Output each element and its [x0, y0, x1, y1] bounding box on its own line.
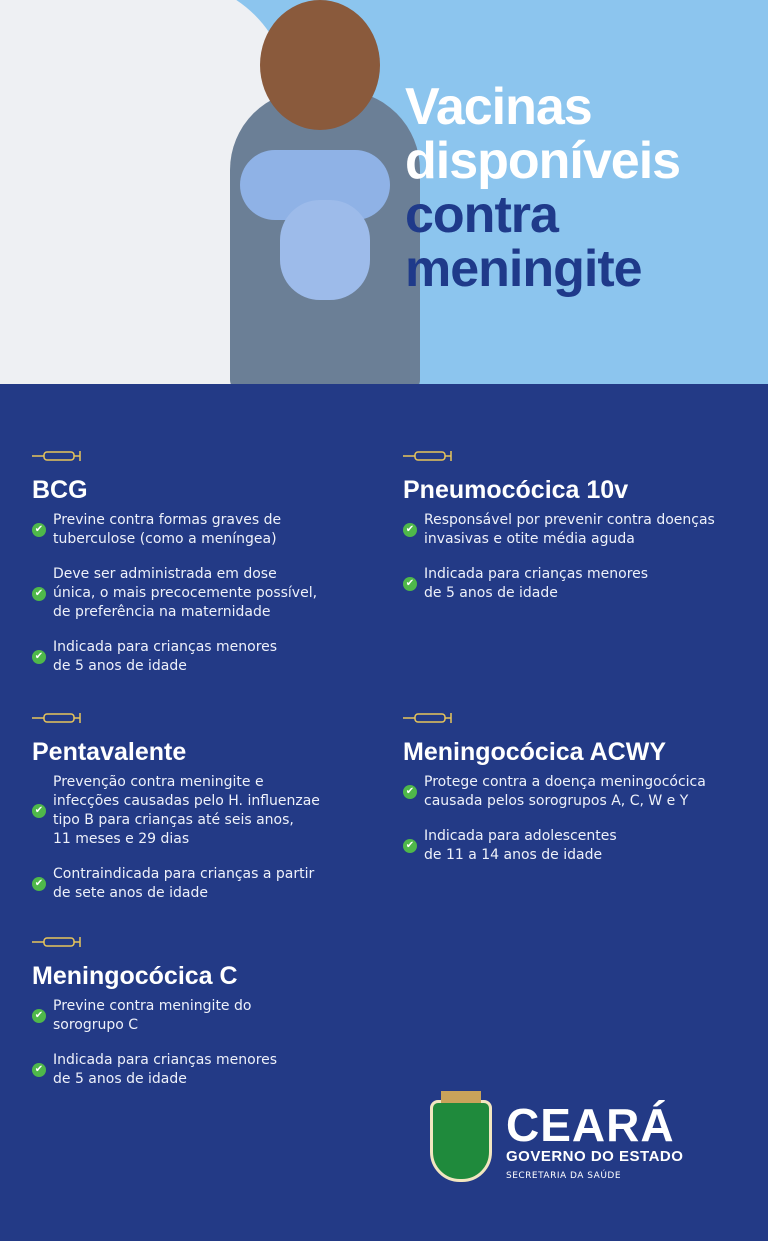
- check-icon: ✔: [32, 877, 46, 891]
- item-text: Indicada para crianças menores de 5 anos de idade: [53, 639, 278, 674]
- page-title: [405, 80, 680, 296]
- item-text: Responsável por prevenir contra doenças invasivas e otite média aguda: [424, 512, 715, 547]
- title-line: Vacinas: [405, 78, 592, 136]
- item-text: Contraindicada para crianças a partir de sete anos de idade: [53, 866, 315, 901]
- check-icon: ✔: [403, 839, 417, 853]
- item-text: Indicada para crianças menores de 5 anos de idade: [53, 1052, 278, 1087]
- list-item: [32, 1051, 277, 1089]
- vaccine-name: Pneumocócica 10v: [403, 476, 629, 504]
- vaccine-section: [32, 450, 317, 692]
- item-text: Previne contra meningite do sorogrupo C: [53, 998, 252, 1033]
- title-line: disponíveis: [405, 132, 681, 190]
- vaccine-name: Meningocócica C: [32, 962, 238, 990]
- child-head: [260, 0, 380, 130]
- syringe-icon: [32, 712, 84, 724]
- logo-sub: GOVERNO DO ESTADO: [506, 1147, 684, 1165]
- check-icon: ✔: [403, 523, 417, 537]
- list-item: [403, 511, 715, 549]
- syringe-icon: [403, 712, 455, 724]
- ceara-logo: [430, 1100, 683, 1182]
- list-item: [403, 827, 706, 865]
- vaccine-section: [32, 712, 320, 919]
- vaccine-name: Meningocócica ACWY: [403, 738, 666, 766]
- item-text: Deve ser administrada em dose única, o mais precocemente possível, de preferência na maternidade: [53, 566, 318, 620]
- syringe-icon: [403, 450, 455, 462]
- list-item: [32, 865, 320, 903]
- list-item: [32, 511, 317, 549]
- item-text: Prevenção contra meningite e infecções causadas pelo H. influenzae tipo B para crianças até seis anos, 11 meses e 29 dias: [53, 774, 320, 847]
- check-icon: ✔: [32, 650, 46, 664]
- list-item: [32, 638, 317, 676]
- check-icon: ✔: [32, 804, 46, 818]
- vaccine-section: [403, 450, 715, 619]
- check-icon: ✔: [32, 587, 46, 601]
- item-text: Indicada para adolescentes de 11 a 14 anos de idade: [424, 828, 617, 863]
- glove: [280, 200, 370, 300]
- logo-name: CEARÁ: [506, 1098, 675, 1151]
- list-item: [32, 997, 277, 1035]
- list-item: [403, 565, 715, 603]
- check-icon: ✔: [32, 1063, 46, 1077]
- list-item: [403, 773, 706, 811]
- title-line: meningite: [405, 240, 642, 298]
- check-icon: ✔: [403, 577, 417, 591]
- vaccine-name: Pentavalente: [32, 738, 187, 766]
- check-icon: ✔: [403, 785, 417, 799]
- item-text: Protege contra a doença meningocócica causada pelos sorogrupos A, C, W e Y: [424, 774, 706, 809]
- check-icon: ✔: [32, 523, 46, 537]
- check-icon: ✔: [32, 1009, 46, 1023]
- hero-photo: [0, 0, 768, 384]
- coat-of-arms-icon: [430, 1100, 492, 1182]
- vaccine-name: BCG: [32, 476, 88, 504]
- logo-dept: SECRETARIA DA SAÚDE: [506, 1170, 622, 1181]
- vaccine-section: [32, 936, 277, 1105]
- syringe-icon: [32, 450, 84, 462]
- list-item: [32, 565, 317, 622]
- item-text: Indicada para crianças menores de 5 anos de idade: [424, 566, 649, 601]
- syringe-icon: [32, 936, 84, 948]
- list-item: [32, 773, 320, 849]
- vaccine-section: [403, 712, 706, 881]
- title-line: contra: [405, 186, 558, 244]
- item-text: Previne contra formas graves de tuberculose (como a meníngea): [53, 512, 282, 547]
